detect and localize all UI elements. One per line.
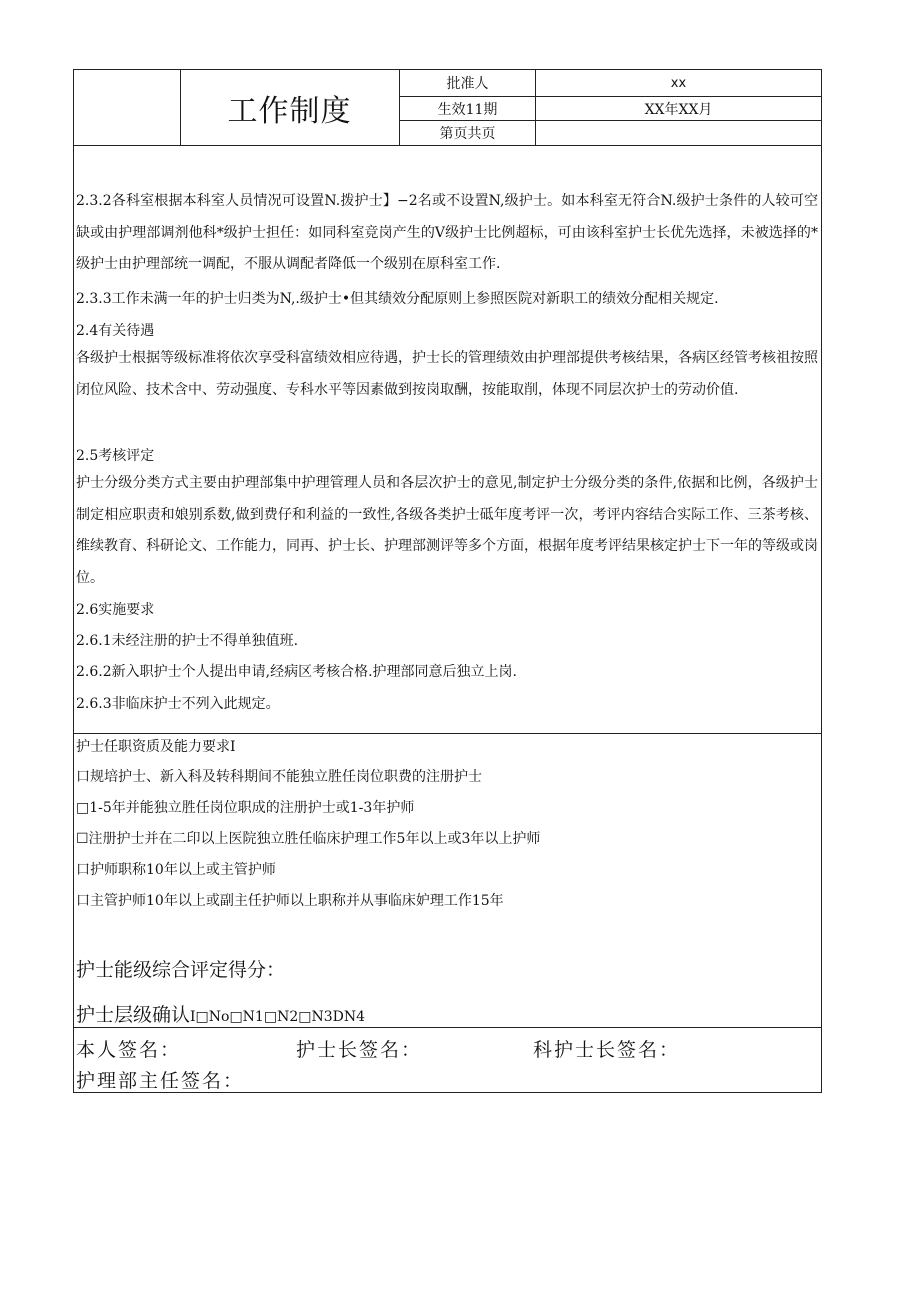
level-options[interactable]: I□No□N1□N2□N3DN4: [190, 1009, 365, 1025]
qualification-option[interactable]: 口护师职称10年以上或主管护师: [76, 862, 276, 878]
paragraph-2-6-3: 2.6.3非临床护士不列入此规定。: [76, 696, 280, 712]
section-divider: [74, 733, 821, 734]
document-frame: [73, 69, 822, 1093]
approver-label: 批准人: [446, 76, 489, 92]
level-confirmation: [76, 1000, 365, 1027]
page-count-label: 第页共页: [439, 126, 496, 142]
qualification-option[interactable]: ☐注册护士并在二印以上医院独立胜任临床护理工作5年以上或3年以上护师: [76, 831, 541, 847]
effective-date-label: 生效11期: [437, 101, 498, 118]
paragraph-2-3-2: 2.3.2各科室根据本科室人员情况可设置N.拨护士】−2名或不设置N,级护士。如本科室无符合N.级护士条件的人较可空缺或由护理部调剂他科*级护士担任：如同科室竞岗产生的V级护士比例超标，可由该科室护士长优先选择，未被选择的*级护士由护理部统一调配，不服从调配者降低一个级别在原科室工作.: [76, 193, 818, 272]
paragraph-2-3-3: 2.3.3工作未满一年的护士归类为N,.级护士•但其绩效分配原则上参照医院对新职工的绩效分配相关规定.: [76, 291, 719, 307]
paragraph-2-5: 护士分级分类方式主要由护理部集中护理管理人员和各层次护士的意见,制定护士分级分类的条件,依据和比例，各级护士制定相应职责和娘别系数,做到费仔和利益的一致性,各级各类护士砥年度考评一次，考评内容结合实际工作、三茶考核、维续教育、科研论文、工作能力，同再、护士长、护理部测评等多个方面，根据年度考评结果核定护士下一年的等级或岗位。: [76, 475, 818, 586]
header-table: [74, 70, 821, 146]
page-count-value: [536, 121, 821, 145]
effective-date-value: XX年XX月: [644, 101, 713, 118]
signature-divider: [74, 1027, 821, 1028]
heading-2-4: 2.4有关待遇: [76, 323, 155, 339]
heading-2-5: 2.5考核评定: [76, 448, 155, 464]
self-signature-label: 本人签名：: [76, 1039, 182, 1061]
heading-2-6: 2.6实施要求: [76, 602, 155, 618]
level-confirmation-label: 护士层级确认: [76, 1004, 191, 1026]
approver-value: xx: [670, 75, 687, 91]
document-title: 工作制度: [227, 93, 352, 129]
qualification-option[interactable]: 口规培护士、新入科及转科期间不能独立胜任岗位职费的注册护士: [76, 769, 482, 785]
evaluation-score-label: 护士能级综合评定得分：: [76, 959, 286, 981]
dept-head-nurse-signature-label: 科护士长签名：: [533, 1039, 681, 1061]
qualification-option[interactable]: □1-5年并能独立胜任岗位职成的注册护士或1-3年护师: [76, 800, 415, 816]
paragraph-2-6-2: 2.6.2新入职护士个人提出申请,经病区考核合格.护理部同意后独立上岗.: [76, 664, 517, 680]
director-signature-label: 护理部主任签名：: [76, 1070, 245, 1092]
qualifications-heading: 护士任职资质及能力要求I: [76, 739, 236, 755]
paragraph-2-6-1: 2.6.1未经注册的护士不得单独值班.: [76, 633, 299, 649]
paragraph-2-4: 各级护士根据等级标准将依次享受科富绩效相应待遇，护士长的管理绩效由护理部提供考核结果，各病区经管考核祖按照闭位风险、技术含中、劳动强度、专科水平等因素做到按岗取酬，按能取削，体现不同层次护士的劳动价值.: [76, 350, 818, 398]
qualification-option[interactable]: 口主管护师10年以上或副主任护师以上职称并从事临床妒理工作15年: [76, 893, 504, 909]
head-nurse-signature-label: 护士长签名：: [296, 1039, 423, 1061]
